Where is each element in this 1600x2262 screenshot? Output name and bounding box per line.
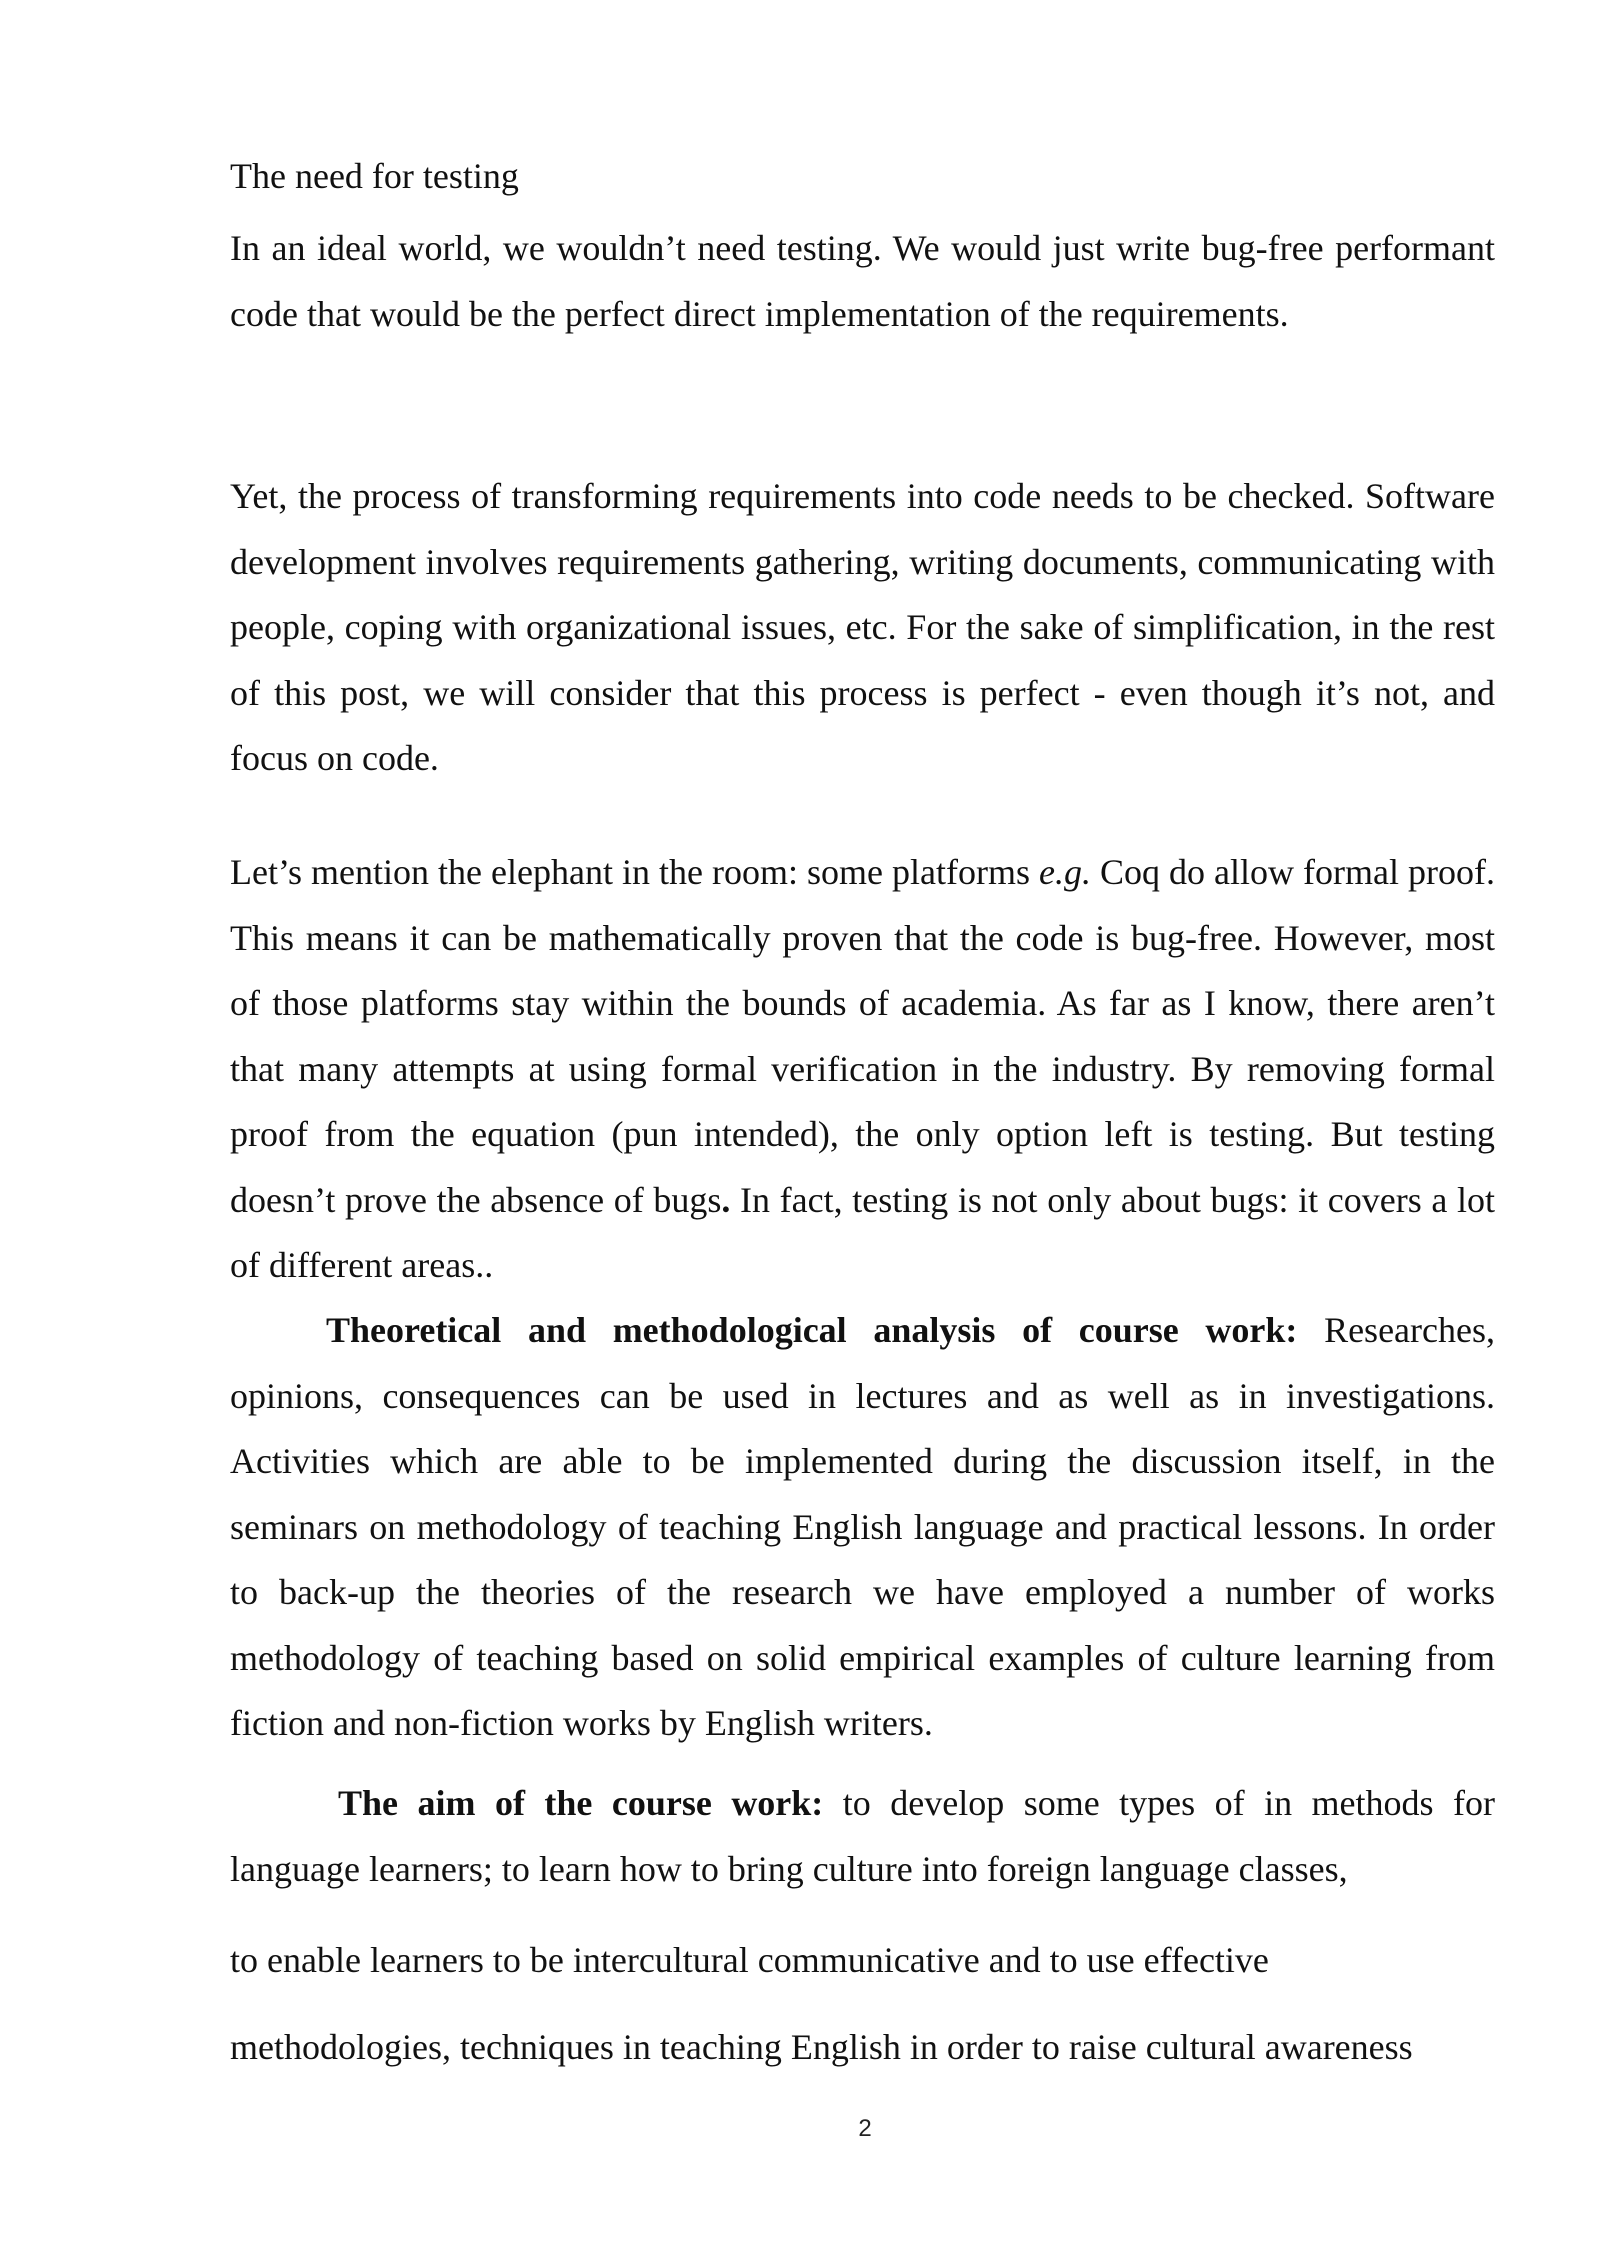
- course-aim-lead: The aim of the course work:: [338, 1783, 824, 1823]
- paragraph-formal-proof-text-a: Let’s mention the elephant in the room: some platforms: [230, 852, 1039, 892]
- paragraph-formal-proof-text-b: Coq do allow formal proof. This means it can be mathematically proven that the code is bug-free. However, most of those platforms stay within the bounds of academia. As far as I know, there aren’t that many attempts at using formal verification in the industry. By removing formal proof from the equation (pun intended), the only option left is testing. But testing doesn’t prove the absence of bugs: [230, 852, 1495, 1220]
- paragraph-ideal-world: In an ideal world, we wouldn’t need testing. We would just write bug-free performant code that would be the perfect direct implementation of the requirements.: [230, 228, 1495, 334]
- paragraph-formal-proof-italic: e.g.: [1038, 852, 1091, 892]
- page-number: 2: [858, 2115, 872, 2142]
- paragraph-theoretical-analysis: [230, 1298, 1495, 1757]
- course-aim-line-intercultural: to enable learners to be intercultural communicative and to use effective: [230, 1940, 1269, 1980]
- paragraph-formal-proof: [230, 840, 1495, 1299]
- section-heading: The need for testing: [230, 156, 519, 196]
- theoretical-analysis-body: Researches, opinions, consequences can be used in lectures and as well as in investigations. Activities which are able to be implemented during the discussion itself, in the seminars on methodology of teaching English language and practical lessons. In order to back-up the theories of the research we have employed a number of works methodology of teaching based on solid empirical examples of culture learning from fiction and non-fiction works by English writers.: [230, 1310, 1495, 1743]
- theoretical-analysis-lead: Theoretical and methodological analysis of course work:: [326, 1310, 1298, 1350]
- paragraph-formal-proof-bold-period: .: [721, 1179, 731, 1220]
- paragraph-formal-proof-text-c: In fact, testing is not only about bugs: it covers a lot of different areas..: [230, 1179, 1495, 1285]
- course-aim-line-methodologies: methodologies, techniques in teaching English in order to raise cultural awareness: [230, 2027, 1413, 2067]
- course-aim-body: to develop some types of in methods for language learners; to learn how to bring culture into foreign language classes,: [230, 1783, 1496, 1889]
- paragraph-course-aim: [230, 1771, 1495, 1902]
- paragraph-requirements-process: Yet, the process of transforming requirements into code needs to be checked. Software development involves requirements gathering, writing documents, communicating with people, coping with organizational issues, etc. For the sake of simplification, in the rest of this post, we will consider that this process is perfect - even though it’s not, and focus on code.: [230, 476, 1495, 778]
